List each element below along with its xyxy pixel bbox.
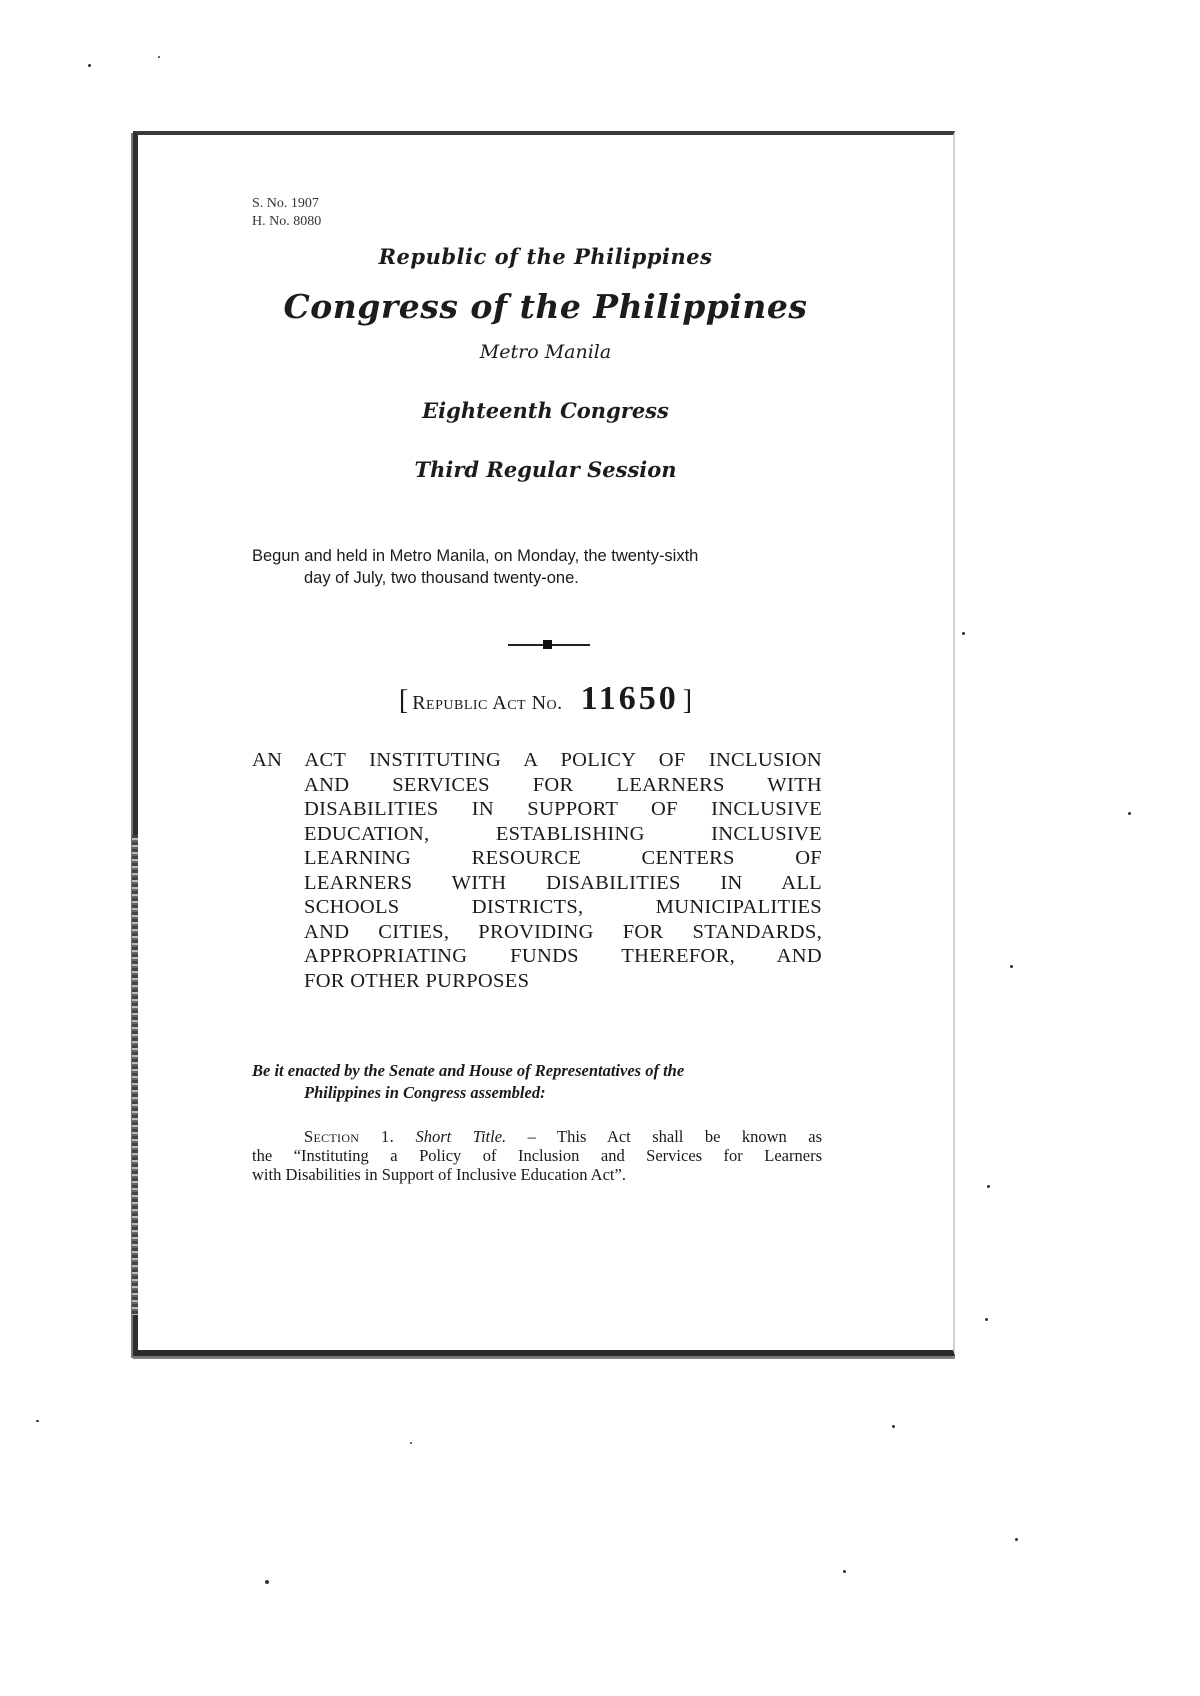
senate-bill-number: S. No. 1907 xyxy=(252,196,319,211)
begun-line-2: day of July, two thousand twenty-one. xyxy=(304,569,579,587)
republic-act-number: 11650 xyxy=(580,680,679,717)
scan-speck xyxy=(88,64,91,67)
act-title-line: APPROPRIATING FUNDS THEREFOR, AND xyxy=(304,945,822,967)
republic-act-number-line xyxy=(138,680,953,718)
section-1-text: – This Act shall be known as xyxy=(527,1127,823,1146)
republic-act-label: Republic Act No. xyxy=(412,692,563,714)
page-edge-shadow xyxy=(132,835,138,1315)
act-title-line: AND SERVICES FOR LEARNERS WITH xyxy=(304,773,822,796)
location-heading: Metro Manila xyxy=(479,341,612,363)
act-title-line: SCHOOLS DISTRICTS, MUNICIPALITIES xyxy=(304,896,822,918)
open-bracket: [ xyxy=(398,685,409,716)
scan-speck xyxy=(985,1318,988,1321)
begun-statement xyxy=(252,545,822,589)
scan-speck xyxy=(1128,812,1131,815)
act-title-line: AN ACT INSTITUTING A POLICY OF INCLUSION xyxy=(252,749,822,771)
act-title-line: DISABILITIES IN SUPPORT OF INCLUSIVE xyxy=(304,798,822,820)
scan-speck xyxy=(843,1570,846,1573)
scan-speck xyxy=(892,1425,895,1428)
enacting-clause-line-1: Be it enacted by the Senate and House of Representatives of the xyxy=(252,1061,685,1080)
section-1-title: Short Title. xyxy=(415,1127,507,1146)
scan-speck xyxy=(158,56,160,58)
begun-line-1: Begun and held in Metro Manila, on Monday, the twenty-sixth xyxy=(252,547,699,565)
republic-heading: Republic of the Philippines xyxy=(378,244,713,269)
scan-speck xyxy=(1015,1538,1018,1541)
enacting-clause xyxy=(252,1060,822,1104)
act-title-line: AND CITIES, PROVIDING FOR STANDARDS, xyxy=(304,920,822,943)
section-1-line-3: with Disabilities in Support of Inclusive Education Act”. xyxy=(252,1165,626,1184)
act-title-line: FOR OTHER PURPOSES xyxy=(304,969,530,992)
scan-speck xyxy=(36,1420,39,1422)
section-1 xyxy=(252,1127,822,1184)
close-bracket: ] xyxy=(682,685,693,716)
section-1-line-1 xyxy=(252,1127,822,1146)
scan-speck xyxy=(410,1442,412,1444)
bill-numbers xyxy=(252,195,321,231)
scan-speck xyxy=(1010,965,1013,968)
ornament-divider-center xyxy=(543,640,552,649)
scan-speck xyxy=(987,1185,990,1188)
congress-heading: Congress of the Philippines xyxy=(283,287,808,326)
session-heading: Third Regular Session xyxy=(414,457,677,482)
section-1-line-2: the “Instituting a Policy of Inclusion and Services for Learners xyxy=(252,1146,822,1165)
congress-number-heading: Eighteenth Congress xyxy=(422,398,669,423)
scan-speck xyxy=(962,632,965,635)
act-title xyxy=(252,748,822,993)
act-title-line: LEARNERS WITH DISABILITIES IN ALL xyxy=(304,871,822,894)
enacting-clause-line-2: Philippines in Congress assembled: xyxy=(304,1083,546,1102)
scan-speck xyxy=(265,1580,269,1584)
document-page xyxy=(133,131,955,1356)
section-1-label: Section 1. xyxy=(304,1127,395,1146)
house-bill-number: H. No. 8080 xyxy=(252,214,322,229)
act-title-line: LEARNING RESOURCE CENTERS OF xyxy=(304,847,822,869)
act-title-line: EDUCATION, ESTABLISHING INCLUSIVE xyxy=(304,822,822,845)
